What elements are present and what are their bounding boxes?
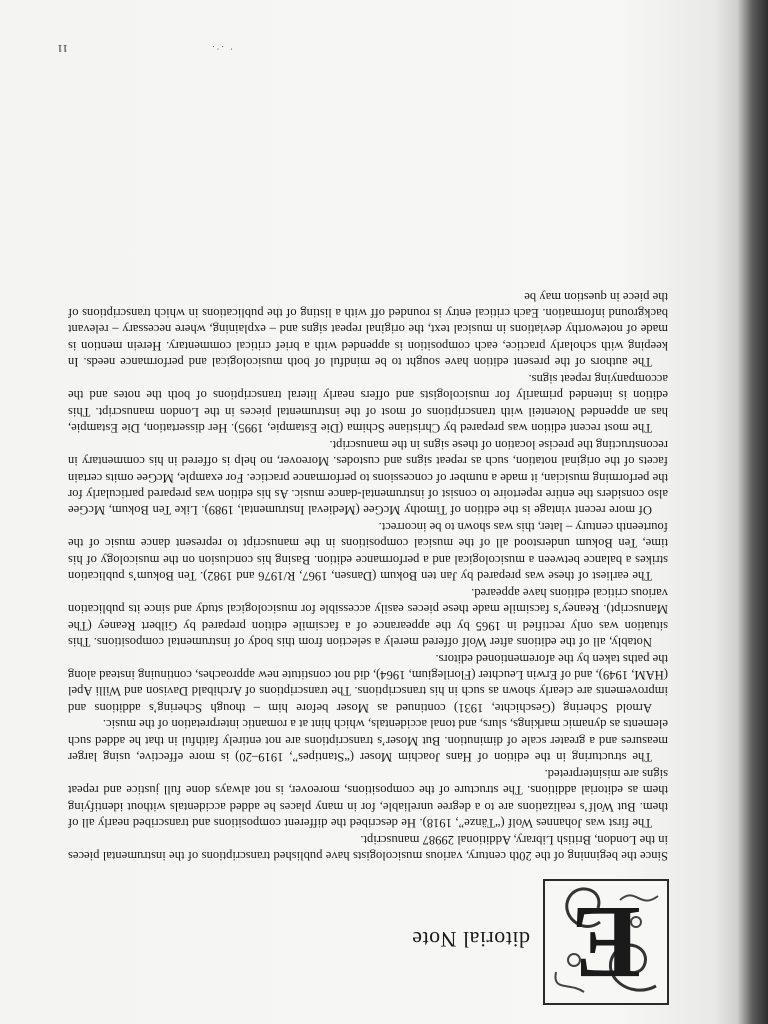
page-number: 11	[57, 42, 68, 54]
stray-mark: · .·.	[210, 44, 233, 54]
paragraph: Notably, all of the editions after Wolf offered merely a selection from this body of instrumental compositions. This situation was only rectified in 1965 by the appearance of a facsimile edition prepared by Gilbert Reaney (The Manuscript). Reaney’s facsimile made these pieces easily accessible for musicological study and since its publication various critical editions have appeared.	[68, 585, 668, 650]
paragraph: The first was Johannes Wolf (“Tänze”, 1918). He described the different compositions and transcribed nearly all of them. But Wolf’s realizations are to a degree unreliable, for in many places he added accidentals without identifying them as editorial additions. The structure of the compositions, moreover, is not always done full justice and repeat signs are misinterpreted.	[68, 766, 668, 831]
paragraph: Since the beginning of the 20th century, various musicologists have published transcriptions of the instrumental pieces in the London, British Library, Additional 29987 manuscript.	[68, 832, 668, 863]
paragraph: The earliest of these was prepared by Jan ten Bokum (Dansen, 1967, R/1976 and 1982). Ten Bokum’s publication strikes a balance between a musicological and a performance edition. Basing his conclusion on the musicology of his time, Ten Bokum understood all of the musical compositions in the manuscript to represent dance music of the fourteenth century – later, this was shown to be incorrect.	[68, 519, 668, 584]
paragraph: The structuring in the edition of Hans Joachim Moser (“Stantipes”, 1919–20) is more effective, using larger measures and a greater scale of diminution. But Moser’s transcriptions are not entirely faithful in that he added such elements as dynamic markings, slurs, and tonal accidentals, which hint at a romantic interpretation of the music.	[68, 717, 668, 765]
paragraph: The authors of the present edition have sought to be mindful of both musicological and performance needs. In keeping with scholarly practice, each composition is appended with a brief critical commentary. Herein mention is made of noteworthy deviations in musical text, the original repeat signs and – explaining, where necessary – relevant background information. Each critical entry is rounded off with a listing of the publications in which transcriptions of the piece in question may be	[68, 289, 668, 370]
paragraph: The most recent edition was prepared by Christiane Schima (Die Estampie, 1995). Her dissertation, Die Estampie, has an appended Notenteil with transcriptions of most of the instrumental pieces in the London manuscript. This edition is intended primarily for musicologists and offers nearly literal transcriptions of both the notes and the accompanying repeat signs.	[68, 371, 668, 436]
paragraph: Of more recent vintage is the edition of Timothy McGee (Medieval Instrumental, 1989). Like Ten Bokum, McGee also considers the entire repertoire to consist of instrumental-dance music. As his edition was prepared particularly for the performing musician, it made a number of concessions to performance practice. For example, McGee omits certain facets of the original notation, such as repeat signs and custodes. Moreover, no help is offered in his commentary in reconstructing the precise location of these signs in the manuscript.	[68, 437, 668, 518]
body-text	[68, 288, 668, 864]
ornamental-drop-cap-icon	[542, 878, 670, 1006]
paragraph: Arnold Schering (Geschichte, 1931) continued as Moser before him – though Schering’s additions and improvements are clearly shown as such in his transcriptions. The transcriptions of Archibald Davison and Willi Apel (HAM, 1949), and of Erwin Leuchter (Florilegium, 1964), did not constitute new approaches, continuing instead along the paths taken by the aforementioned editors.	[68, 651, 668, 715]
drop-cap-letter: E	[571, 885, 641, 1000]
page-title: ditorial Note	[411, 927, 530, 952]
